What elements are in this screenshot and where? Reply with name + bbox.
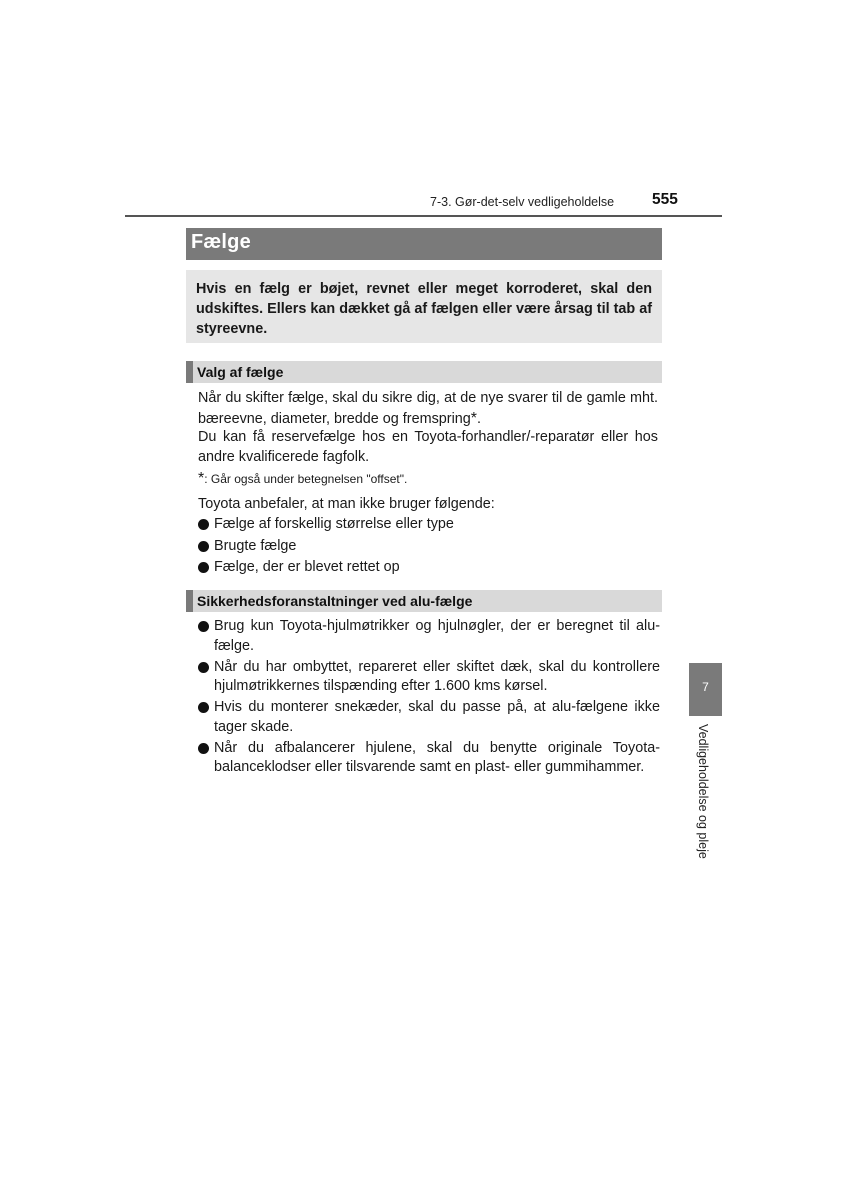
list-item: [198, 537, 660, 557]
intro-text: Hvis en fælg er bøjet, revnet eller meget korroderet, skal den udskiftes. Ellers kan dækket gå af fælgen eller være årsag til tab af styreevne.: [196, 281, 652, 337]
page-title: Fælge: [191, 231, 251, 253]
section-heading-text: Sikkerhedsforanstaltninger ved alu-fælge: [197, 593, 473, 609]
section-heading-text: Valg af fælge: [197, 364, 284, 380]
footnote: [198, 471, 658, 487]
bullet-list-sikkerhed: [198, 617, 660, 779]
bullet-icon: [198, 662, 209, 673]
paragraph-1: [198, 389, 658, 429]
bullet-icon: [198, 702, 209, 713]
list-item-text: Hvis du monterer snekæder, skal du passe på, at alu-fælgene ikke tager skade.: [214, 699, 660, 735]
paragraph-1-end: .: [477, 410, 482, 427]
section-heading-valg: [186, 361, 662, 383]
list-item-text: Fælge, der er blevet rettet op: [214, 559, 400, 575]
section-heading-sikkerhed: [186, 590, 662, 612]
bullet-icon: [198, 743, 209, 754]
paragraph-1-text: Når du skifter fælge, skal du sikre dig, at de nye svarer til de gamle mht. bæreevne, diameter, bredde og fremspring: [198, 390, 658, 427]
bullet-icon: [198, 621, 209, 632]
bullet-icon: [198, 519, 209, 530]
paragraph-2: Du kan få reservefælge hos en Toyota-forhandler/-reparatør eller hos andre kvalificerede fagfolk.: [198, 429, 658, 465]
chapter-tab: [689, 663, 722, 716]
list-item: [198, 558, 660, 578]
header-section-title: 7-3. Gør-det-selv vedligeholdelse: [430, 195, 615, 209]
chapter-number: 7: [702, 680, 709, 694]
bullet-icon: [198, 562, 209, 573]
page-number: 555: [652, 191, 678, 208]
footnote-asterisk: *: [198, 470, 205, 487]
bullet-list-valg: [198, 515, 660, 580]
list-item-text: Når du afbalancerer hjulene, skal du benytte originale Toyota-balanceklodser eller tilsvarende samt en plast- eller gummihammer.: [214, 739, 660, 775]
list-item-text: Når du har ombyttet, repareret eller skiftet dæk, skal du kontrollere hjulmøtrikkernes tilspænding efter 1.600 kms kørsel.: [214, 658, 660, 694]
list-item-text: Brug kun Toyota-hjulmøtrikker og hjulnøgler, der er beregnet til alu-fælge.: [214, 618, 660, 654]
list-item: [198, 739, 660, 778]
title-bar: [186, 228, 662, 260]
chapter-label: Vedligeholdelse og pleje: [696, 724, 710, 859]
bullet-icon: [198, 541, 209, 552]
list-item: [198, 515, 660, 535]
asterisk-mark: *: [470, 409, 478, 427]
list-item: [198, 658, 660, 697]
list-item: [198, 617, 660, 656]
list-item-text: Brugte fælge: [214, 537, 297, 554]
list-item-text: Fælge af forskellig størrelse eller type: [214, 516, 454, 532]
intro-box: [186, 270, 662, 343]
footnote-text: : Går også under betegnelsen "offset".: [204, 472, 408, 486]
header-divider: [125, 215, 722, 217]
paragraph-3: Toyota anbefaler, at man ikke bruger følgende:: [198, 496, 495, 512]
list-item: [198, 698, 660, 737]
